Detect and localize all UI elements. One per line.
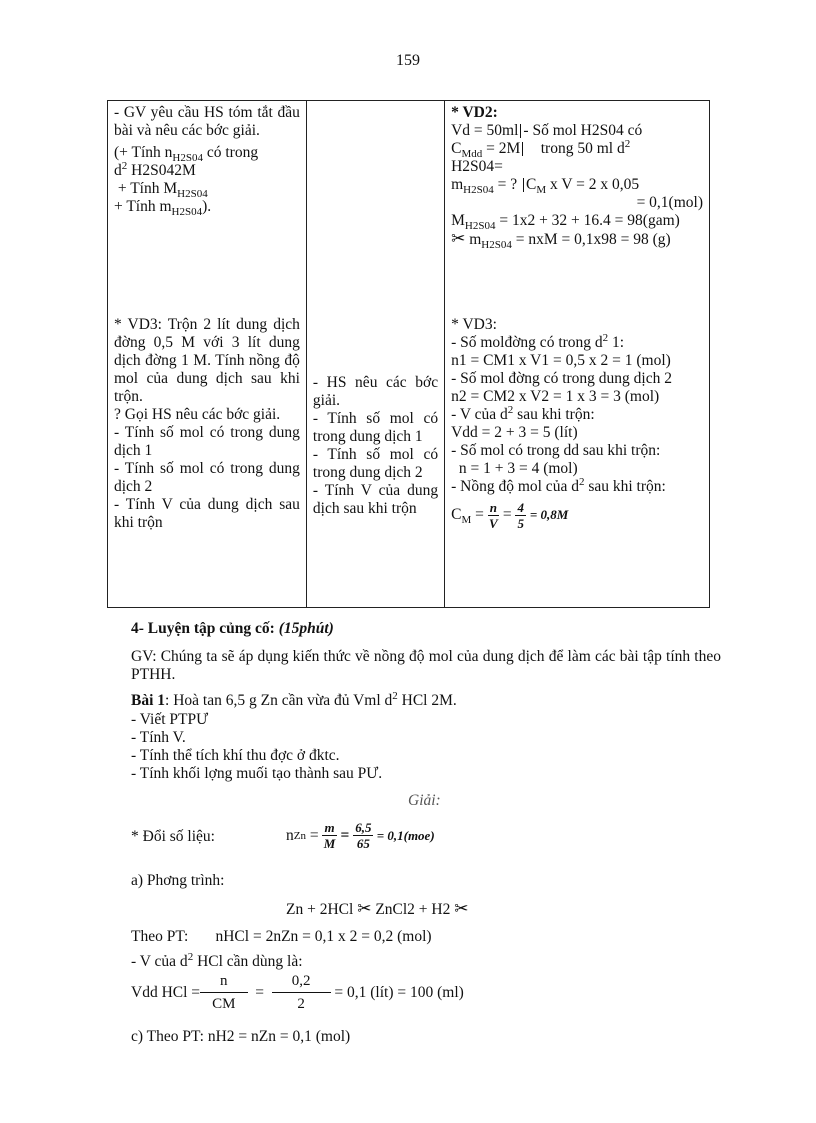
vd2-line3: H2S04= [451, 158, 503, 175]
page-number: 159 [396, 52, 420, 69]
vd3-problem: * VD3: Trộn 2 lít dung dịch đờng 0,5 M với 3 lít dung dịch đờng 1 M. Tính nồng độ mol của dung dịch sau khi trộn. [114, 316, 300, 405]
bai1-items [131, 711, 382, 783]
vd2-line7: ✂ $m_{H2S04}$ = nxM = 0,1x98 = 98 (g) [451, 229, 671, 252]
vd3-c: - Số mol đờng có trong dung dịch 2 [451, 370, 672, 387]
vd3-g: - Số mol có trong dd sau khi trộn: [451, 442, 661, 459]
vd3-title: * VD3: [451, 316, 497, 333]
student-column [306, 101, 444, 608]
vd2-step1: (+ Tính $n_{H2S04}$ có trong [114, 144, 259, 165]
vd2-line2: $C_{Mdd} = 2M$ trong 50 ml $d^2$ [451, 137, 631, 161]
vd3-e: - V của $d^2$ sau khi trộn: [451, 403, 595, 423]
nzn-formula: n Zn = $\frac{m}{M}$ = $\frac{6,5}{65}$ = 0,1(moe) [286, 820, 435, 851]
bai1-item: - Tính khối lợng muối tạo thành sau PƯ. [131, 765, 383, 782]
part-c-line: c) Theo PT: nH2 = nZn = 0,1 (mol) [131, 1028, 351, 1045]
gas-arrow-icon: ✂ [454, 899, 469, 918]
vd3-step3: - Tính V của dung dịch sau khi trộn [114, 496, 300, 531]
gv-paragraph: GV: Chúng ta sẽ áp dụng kiến thức về nồng độ mol của dung dịch để làm các bài tập tính theo PTHH. [131, 648, 721, 683]
hs-step2: - Tính số mol có trong dung dịch 2 [312, 446, 439, 481]
vd3-formula: $C_M$ = $\frac{n}{V}$ = $\frac{4}{5}$ = 0,8M [451, 500, 569, 531]
hs-step3: - Tính V của dung dịch sau khi trộn [312, 482, 439, 517]
lesson-table [107, 100, 710, 608]
vd2-step1b: $d^2$ H2S042M [114, 159, 196, 179]
v-needed-label: - V của $d^2$ HCl cần dùng là: [131, 950, 303, 970]
vd3-b: n1 = CM1 x V1 = 0,5 x 2 = 1 (mol) [451, 352, 671, 369]
vd3-f: Vdd = 2 + 3 = 5 (lít) [451, 424, 578, 441]
bai1-heading: Bài 1: Hoà tan 6,5 g Zn cần vừa đủ Vml $d^2$ HCl 2M. [131, 689, 457, 709]
bai1-item: - Tính V. [131, 729, 186, 746]
convert-label: * Đổi số liệu: [131, 828, 215, 845]
vd2-line5: = 0,1(mol) [636, 194, 703, 211]
theo-pt-line: Theo PT: nHCl = 2nZn = 0,1 x 2 = 0,2 (mol) [131, 928, 432, 945]
vd2-step2: + Tính $M_{H2S04}$ [117, 180, 208, 201]
vd3-i: - Nồng độ mol của $d^2$ sau khi trộn: [451, 475, 666, 495]
reaction-equation: Zn + 2HCl ✂ ZnCl2 + H2 ✂ [286, 899, 469, 918]
vd2-instruction: - GV yêu cầu HS tóm tắt đầu bài và nêu các bớc giải. [114, 104, 300, 139]
vd3-d: n2 = CM2 x V2 = 1 x 3 = 3 (mol) [451, 388, 660, 405]
vd2-line6: $M_{H2S04} = 1x2 + 32 + 16.4 = 98(gam)$ [451, 212, 680, 233]
bai1-item: - Tính thể tích khí thu đợc ở đktc. [131, 747, 340, 764]
solution-label: Giải: [408, 792, 441, 809]
bai1-item: - Viết PTPƯ [131, 711, 209, 728]
vd3-h: n = 1 + 3 = 4 (mol) [458, 460, 578, 477]
vd3-a: - Số molđờng có trong $d^2$ 1: [451, 331, 625, 351]
hs-step1: - Tính số mol có trong dung dịch 1 [312, 410, 439, 445]
vd3-question: ? Gọi HS nêu các bớc giải. [114, 406, 281, 423]
arrow-icon: ✂ [357, 899, 372, 918]
vdd-formula: Vdd HCl = $\frac{n}{CM}$ = $\frac{0,2}{2}$ = 0,1 (lít) = 100 (ml) [131, 970, 464, 1015]
vd2-line1: Vd = 50ml - Số mol H2S04 có [451, 122, 643, 139]
vd3-step1: - Tính số mol có trong dung dịch 1 [114, 424, 300, 459]
teacher-column [108, 101, 307, 608]
vd3-step2: - Tính số mol có trong dung dịch 2 [114, 460, 300, 495]
vd2-step3: + Tính $m_{H2S04}$). [114, 198, 212, 219]
vd2-title: * VD2: [451, 104, 498, 121]
section-heading: 4- Luyện tập củng cố: (15phút) [131, 620, 334, 637]
content-column [445, 101, 710, 608]
vd2-line4: $m_{H2S04}$ = ? $C_M$ x V = 2 x 0,05 [451, 176, 640, 197]
part-a-label: a) Phơng trình: [131, 872, 225, 889]
hs-step0: - HS nêu các bớc giải. [312, 374, 439, 409]
scissor-icon: ✂ [451, 229, 466, 248]
